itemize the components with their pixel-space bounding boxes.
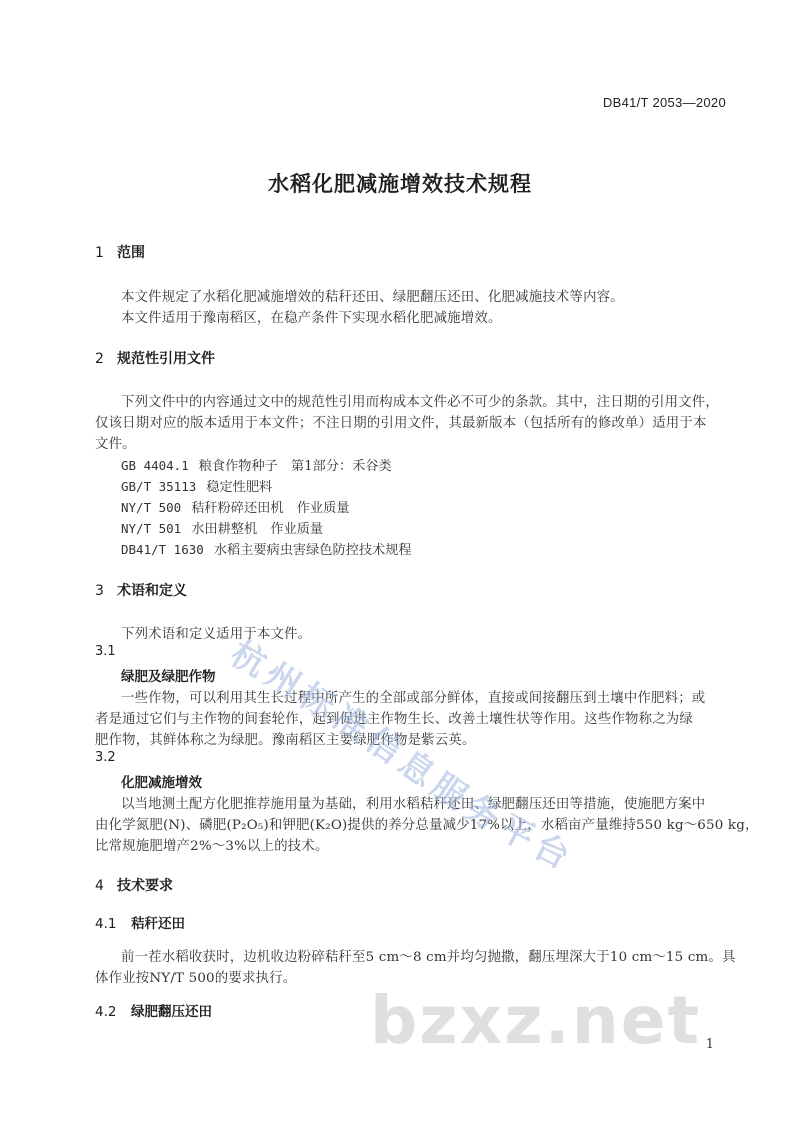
- paragraph-line: 下列文件中的内容通过文中的规范性引用而构成本文件必不可少的条款。其中，注日期的引用文件，: [121, 395, 719, 410]
- reference-name: 秸秆粉碎还田机 作业质量: [191, 501, 350, 516]
- reference-code: NY/T 501: [121, 521, 182, 536]
- section-number: 3: [95, 583, 104, 599]
- paragraph-line: 仅该日期对应的版本适用于本文件；不注日期的引用文件，其最新版本（包括所有的修改单）适用于本: [95, 416, 707, 431]
- section-title: 术语和定义: [117, 583, 187, 599]
- reference-item: [121, 455, 392, 474]
- subsection-title: 绿肥翻压还田: [131, 1004, 212, 1020]
- section-4-heading: [95, 875, 173, 895]
- reference-name: 水田耕整机 作业质量: [191, 522, 324, 537]
- subsection-4-2-heading: [95, 1000, 212, 1020]
- reference-code: GB 4404.1: [121, 458, 189, 473]
- term-heading: 化肥减施增效: [121, 775, 202, 791]
- reference-item: [121, 476, 272, 495]
- watermark-arc-textpath: 杭州标准信息服务平台: [223, 633, 581, 880]
- term-number: 3.2: [95, 750, 116, 765]
- section-title: 技术要求: [117, 878, 173, 894]
- subsection-number: 4.2: [95, 1004, 117, 1020]
- section-title: 范围: [117, 245, 145, 261]
- paragraph-line: 肥作物，其鲜体称之为绿肥。豫南稻区主要绿肥作物是紫云英。: [95, 733, 476, 748]
- section-2-heading: [95, 348, 215, 368]
- reference-name: 粮食作物种子 第1部分：禾谷类: [198, 459, 392, 474]
- paragraph-line: 文件。: [95, 437, 136, 452]
- paragraph: 本文件适用于豫南稻区，在稳产条件下实现水稻化肥减施增效。: [121, 311, 502, 326]
- page-number: 1: [705, 1037, 714, 1052]
- reference-item: [121, 518, 323, 537]
- paragraph-line: 由化学氮肥(N)、磷肥(P₂O₅)和钾肥(K₂O)提供的养分总量减少17%以上，水稻亩产量维持550 kg～650 kg，: [95, 818, 759, 833]
- reference-name: 水稻主要病虫害绿色防控技术规程: [213, 543, 412, 558]
- paragraph-line: 比常规施肥增产2%～3%以上的技术。: [95, 839, 329, 854]
- subsection-title: 秸秆还田: [131, 916, 185, 932]
- paragraph-line: 者是通过它们与主作物的间套轮作，起到促进主作物生长、改善土壤性状等作用。这些作物称之为绿: [95, 712, 693, 727]
- reference-name: 稳定性肥料: [206, 480, 273, 495]
- document-title: 水稻化肥减施增效技术规程: [268, 172, 532, 196]
- section-number: 1: [95, 245, 104, 261]
- subsection-4-1-heading: [95, 912, 185, 932]
- paragraph: 本文件规定了水稻化肥减施增效的秸秆还田、绿肥翻压还田、化肥减施技术等内容。: [121, 290, 624, 305]
- section-1-heading: [95, 242, 145, 262]
- section-title: 规范性引用文件: [117, 351, 215, 367]
- watermark-site: bzxz.net: [370, 982, 702, 1059]
- standard-code: DB41/T 2053—2020: [602, 95, 726, 110]
- section-number: 2: [95, 351, 104, 367]
- reference-item: [121, 539, 412, 558]
- reference-code: NY/T 500: [121, 500, 182, 515]
- reference-code: GB/T 35113: [121, 479, 197, 494]
- paragraph-line: 体作业按NY/T 500的要求执行。: [95, 971, 297, 986]
- paragraph: 下列术语和定义适用于本文件。: [121, 627, 312, 642]
- section-3-heading: [95, 580, 187, 600]
- reference-item: [121, 497, 349, 516]
- paragraph-line: 一些作物，可以利用其生长过程中所产生的全部或部分鲜体，直接或间接翻压到土壤中作肥料；或: [121, 691, 706, 706]
- term-number: 3.1: [95, 644, 116, 659]
- paragraph-line: 前一茬水稻收获时，边机收边粉碎秸秆至5 cm～8 cm并均匀抛撒，翻压埋深大于10 cm～15 cm。具: [121, 950, 736, 965]
- reference-code: DB41/T 1630: [121, 542, 204, 557]
- section-number: 4: [95, 878, 104, 894]
- term-heading: 绿肥及绿肥作物: [121, 669, 216, 685]
- subsection-number: 4.1: [95, 916, 117, 932]
- paragraph-line: 以当地测土配方化肥推荐施用量为基础，利用水稻秸秆还田、绿肥翻压还田等措施，使施肥方案中: [121, 797, 706, 812]
